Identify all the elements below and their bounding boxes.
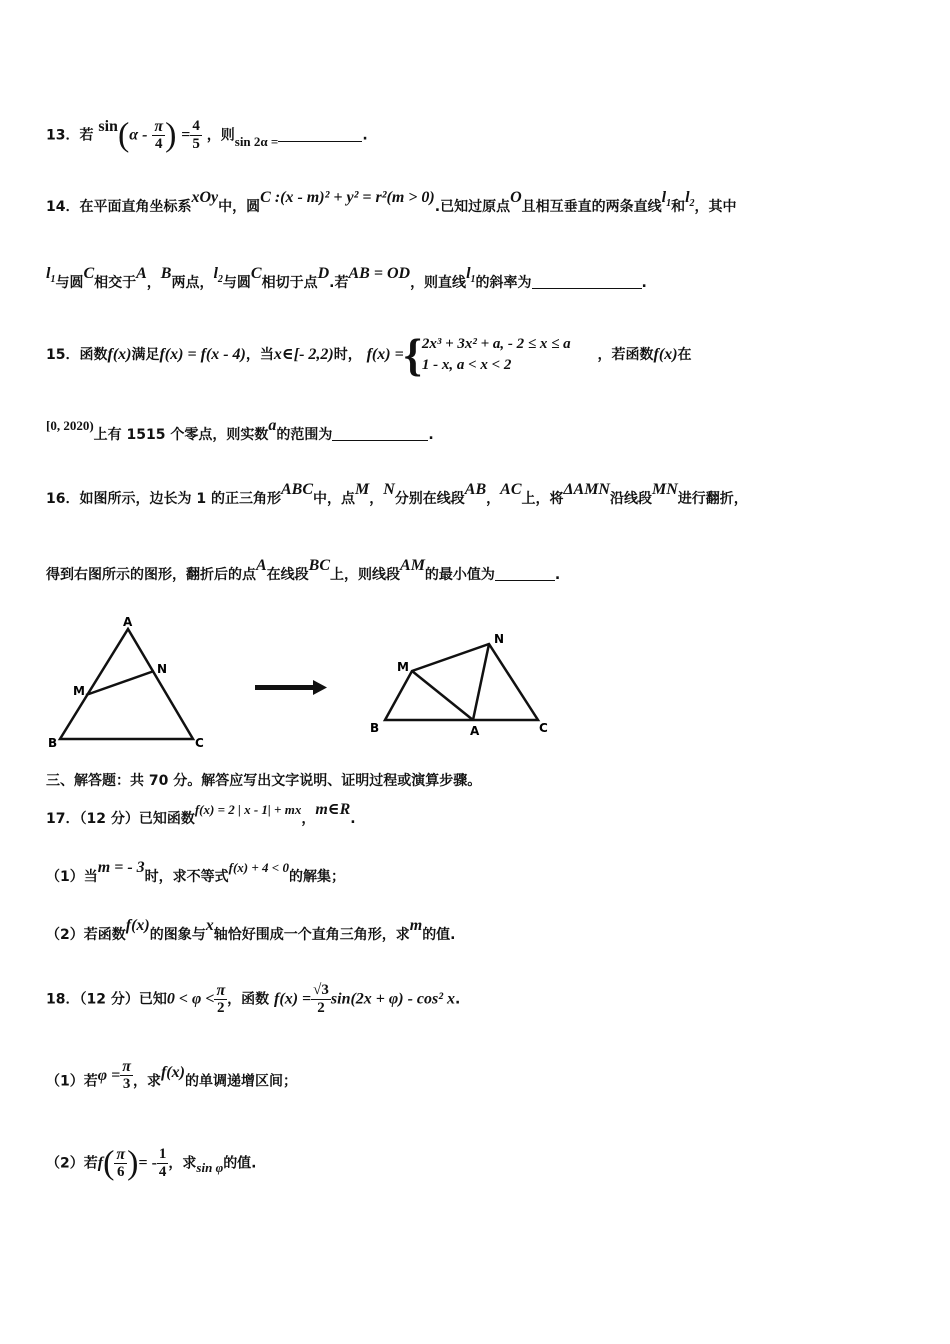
q18-part1: （1）若φ = $\frac{\pi}{3}$ ，求f(x)的单调递增区间； (46, 1058, 297, 1092)
arrow-icon (255, 680, 327, 695)
left-label-A: A (123, 615, 133, 629)
q18: 18．（12 分）已知0 < φ < $\frac{\pi}{2}$ ，函数 f(x) = $\frac{√3}{2}$ sin(2x + φ) - cos² x. (46, 982, 461, 1016)
right-label-C: C (539, 721, 548, 735)
left-label-B: B (48, 736, 58, 750)
right-label-N: N (494, 632, 505, 646)
q17: 17．（12 分）已知函数f(x) = 2 | x - 1| + mx，m∈R. (46, 801, 356, 827)
right-label-A: A (470, 724, 480, 738)
q16-line1: 16．如图所示，边长为 1 的正三角形ABC中，点M，N分别在线段AB，AC上，将ΔAMN沿线段MN进行翻折， (46, 481, 748, 507)
q17-part1: （1）当m = - 3时，求不等式f(x) + 4 < 0的解集； (46, 859, 345, 885)
q15-line2: [0, 2020)上有 1515 个零点，则实数a的范围为 . (46, 417, 434, 443)
q14-circle-equation: C :(x - m)² + y² = r²(m > 0) (260, 189, 435, 206)
right-triangle (370, 632, 548, 738)
q14-line2: $l_1$与圆C相交于A，B两点，$l_2$与圆C相切于点D.若AB = OD，则直线$l_1$的斜率为 . (46, 265, 647, 291)
right-label-M: M (397, 660, 409, 674)
left-label-C: C (195, 736, 204, 750)
q15-piece-1: 2x³ + 3x² + a, - 2 ≤ x ≤ a (421, 336, 571, 352)
left-label-N: N (157, 662, 168, 676)
q16-line2: 得到右图所示的图形，翻折后的点A在线段BC上，则线段AM的最小值为 . (46, 557, 561, 583)
q16-answer-blank (495, 566, 555, 581)
q13: 13．若 sin(α - $\frac{\pi}{4}$ ) = $\frac{4}{5}$ ，则sin 2α = . (46, 116, 368, 154)
q14-answer-blank (532, 274, 642, 289)
q18-part2: （2）若f( $\frac{\pi}{6}$ )= - $\frac{1}{4}$ ，求sin φ的值. (46, 1144, 257, 1182)
q15-piece-2: 1 - x, a < x < 2 (421, 357, 512, 373)
left-triangle (48, 615, 204, 750)
q14-line1: 14．在平面直角坐标系xOy中，圆C :(x - m)² + y² = r²(m > 0).已知过原点O且相互垂直的两条直线$l_1$和$l_2$，其中 (46, 189, 737, 215)
section3-heading: 三、解答题：共 70 分。解答应写出文字说明、证明过程或演算步骤。 (46, 773, 482, 789)
left-label-M: M (73, 684, 85, 698)
fold-figure (40, 615, 560, 750)
q13-sin: sin (98, 117, 118, 135)
q15-answer-blank (332, 426, 428, 441)
q15-line1: 15．函数f(x)满足f(x) = f(x - 4)，当x∈[- 2,2)时， f(x) ={ 2x³ + 3x² + a, - 2 ≤ x ≤ a 1 - x, a < x < 2 ，若函数f(x)在 (46, 329, 692, 380)
right-label-B: B (370, 721, 380, 735)
q17-part2: （2）若函数f(x)的图象与x轴恰好围成一个直角三角形，求m的值. (46, 917, 456, 943)
q13-answer-blank (278, 127, 362, 142)
